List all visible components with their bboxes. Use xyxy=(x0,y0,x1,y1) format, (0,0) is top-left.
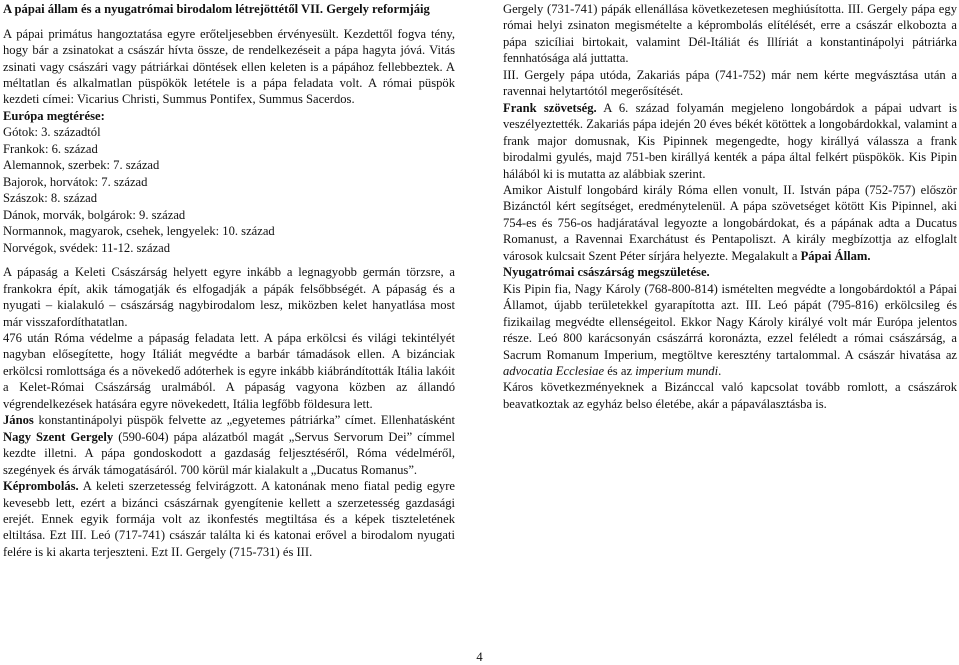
intro-paragraph: A pápai primátus hangoztatása egyre erőteljesebben érvényesült. Kezdettől fogva tény, hogy bár a zsinatokat a császár hívta össze, de rendelkezéseit a pápa hagyta jóvá. Vitás zsinati vagy császári vagy pátriárkai döntések ellen keleten is a pápához fellebbeztek. A méltatlan és alkalmatlan püspökök letétele is a pápa feladata volt. A római püspök kezdeti címei: Vicarius Christi, Summus Pontifex, Summus Sacerdos. xyxy=(3,26,455,107)
paragraph-frank-alliance xyxy=(503,100,957,182)
bold-term: Képrombolás. xyxy=(3,479,79,494)
list-item: Frankok: 6. század xyxy=(3,141,98,156)
text-span: A keleti szerzetesség felvirágzott. A katonának meno fiatal pedig egyre kevesebb lett, ezért a bizánci császárnak gyengítenie kellett a szerzetesség gazdasági erejét. Ennek egyik formája volt az ikonfestés megtiltása és a képek tiszteletének eltiltása. Ezt III. Leó (717-741) császár találta ki és katonai erővel a birodalom nyugati felére is ki akarta terjeszteni. Ezt II. Gergely (715-731) és III. xyxy=(3,479,455,559)
paragraph-charlemagne xyxy=(503,281,957,380)
subsection-heading: Nyugatrómai császárság megszületése. xyxy=(503,265,710,280)
section-heading: A pápai állam és a nyugatrómai birodalom létrejöttétől VII. Gergely reformjáig xyxy=(3,2,430,16)
list-item: Alemannok, szerbek: 7. század xyxy=(3,158,160,173)
conversion-list xyxy=(3,124,455,256)
bold-term: Pápai Állam. xyxy=(800,248,871,263)
text-span: konstantinápolyi püspök felvette az „egyetemes pátriárka” címet. Ellenhatásként xyxy=(33,413,455,428)
text-span: (590-604) pápa alázatból magát „Servus Servorum Dei” címmel kezdte illetni. A pápa gondoskodott a gazdaság feljesztéséről, Róma védelméről, szegények és árvák támogatásáról. 700 körül már kialakult a „Ducatus Romanus”. xyxy=(3,429,455,477)
page-number: 4 xyxy=(476,650,483,664)
bold-term: Nagy Szent Gergely xyxy=(3,429,114,444)
right-column xyxy=(503,1,957,412)
bold-term: János xyxy=(3,413,34,428)
text-span: Kis Pipin fia, Nagy Károly (768-800-814) ismételten megvédte a longobárdoktól a Pápai Államot, újabb területekkel gyarapította azt. III. Leó pápát (795-816) erkölcsileg és fizikailag megvédte ellenségeitol. Ekkor Nagy Károly királyé volt már Európa jelentos része. Leó 800 karácsonyán császárrá koronázta, ezzel feléledt a római császárság, a Sacrum Romanum Imperium, megtöltve keresztény tartalommal. A császár hivatása az xyxy=(503,281,957,362)
paragraph-consequences: Káros következményeknek a Bizánccal való kapcsolat tovább romlott, a császárok beavatkoztak az egyház belso életébe, akár a pápaválasztásba is. xyxy=(503,380,957,411)
list-item: Szászok: 8. század xyxy=(3,191,98,206)
list-item: Norvégok, svédek: 11-12. század xyxy=(3,240,171,255)
italic-term: imperium mundi xyxy=(635,363,719,378)
paragraph-gregory xyxy=(3,412,455,478)
text-span: . xyxy=(718,363,722,378)
list-item: Dánok, morvák, bolgárok: 9. század xyxy=(3,207,186,222)
bold-term: Frank szövetség. xyxy=(503,100,597,115)
text-span: A 6. század folyamán megjeleno longobárdok a pápai udvart is veszélyeztették. Zakariás pápa idején 20 éves békét kötöttek a longobárdokkal, valamint a frank major domusnak, Kis Pipinnek megengedte, hogy királlyá válassza a frank birodalmi gyulés, majd 751-ben királlyá kenték a pápa által felkért püspökök. Kis Pipin hálából ki is mutatta az alábbiak szerint. xyxy=(503,100,958,181)
list-item: Gótok: 3. századtól xyxy=(3,125,101,140)
italic-term: advocatia Ecclesiae xyxy=(503,363,605,378)
text-span: és az xyxy=(604,363,636,378)
text-span: Amikor Aistulf longobárd király Róma ellen vonult, II. István pápa (752-757) először Bizánctól kért segítséget, eredménytelenül. A pápa szövetséget kötött Kis Pipinnel, aki 754-es és 756-os hadjáratával legyozte a longobárdokat, és a pápának adta a Ducatus Romanust, a Ravennai Exarchátust és Pentapoliszt. A király megbízottja az elfoglalt városok kulcsait Szent Péter sírjára helyezte. Megalakult a xyxy=(503,182,957,263)
paragraph-iconoclasm xyxy=(3,478,455,560)
list-item: Bajorok, horvátok: 7. század xyxy=(3,174,148,189)
list-item: Normannok, magyarok, csehek, lengyelek: 10. század xyxy=(3,224,275,239)
europe-heading: Európa megtérése: xyxy=(3,108,105,123)
left-column xyxy=(3,1,455,560)
paragraph-continuation: Gergely (731-741) pápák ellenállása következetesen meghiúsította. III. Gergely pápa egy római helyi zsinaton megismételte a képrombolás elítélését, erre a császár elkobozta a pápa szicíliai birtokait, valamint Dél-Itáliát és Illíriát a konstantinápolyi pátriárka fennhatósága alá juttatta. xyxy=(503,2,957,66)
paragraph-zakarias: III. Gergely pápa utóda, Zakariás pápa (741-752) már nem kérte megvásztása után a ravennai helytartótól megerősítését. xyxy=(503,67,957,99)
paragraph-papal-state xyxy=(503,182,957,264)
paragraph-papacy-franks: A pápaság a Keleti Császárság helyett egyre inkább a legnagyobb germán törzsre, a frankokra épít, akik támogatják és elfogadják a pápák felsőbbségét. A pápaság és a nyugati – kialakuló – császárság nagybirodalom lesz, miközben kelet hanyatlása most már visszafordíthatatlan. xyxy=(3,265,455,329)
paragraph-rome-defense: 476 után Róma védelme a pápaság feladata lett. A pápa erkölcsi és világi tekintélyét nagyban elősegítette, hogy Itáliát megvédte a barbár támadások ellen. A bizánciak erkölcsi romlottsága és a növekedő adóterhek is egyre inkább kiábrándították Itália lakóit a Kelet-Római Császárság uralmából. A pápaság vagyona közben az állandó végrendelkezések hatására egyre növekedett, Itália legfőbb földesura lett. xyxy=(3,330,455,411)
